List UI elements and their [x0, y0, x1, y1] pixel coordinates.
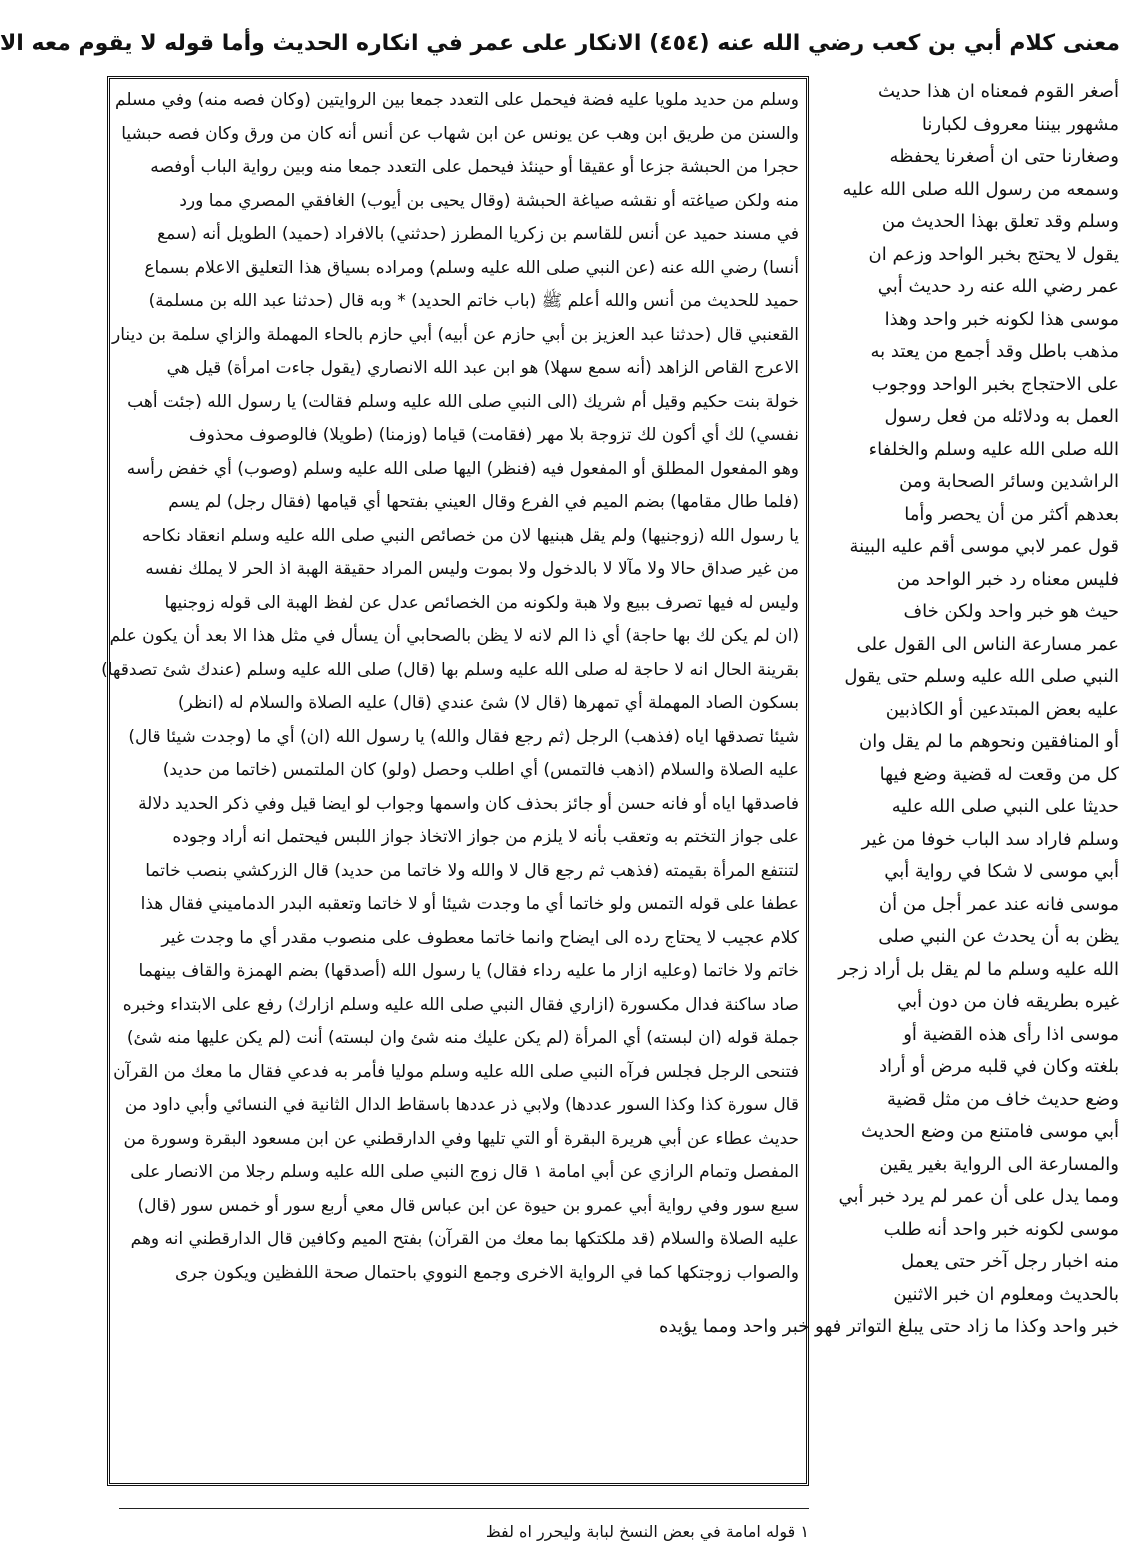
main-text-line: في مسند حميد عن أنس للقاسم بن زكريا المطرز (حدثني) بالافراد (حميد) الطويل أنه (سمع: [157, 224, 799, 244]
main-text-line: شيئا تصدقها اياه (فذهب) الرجل (ثم رجع فقال والله) يا رسول الله (ان) أي ما (وجدت شيئا قال): [128, 726, 799, 747]
margin-text-line: أبي موسى فامتنع من وضع الحديث: [861, 1121, 1119, 1142]
main-text-line: وليس له فيها تصرف ببيع ولا هبة ولكونه من الخصائص عدل عن لفظ الهبة الى قوله زوجنيها: [164, 592, 799, 613]
margin-text-line: وصغارنا حتى ان أصغرنا يحفظه: [889, 146, 1119, 167]
main-text-line: حميد للحديث من أنس والله أعلم ﷺ (باب خاتم الحديد) * وبه قال (حدثنا عبد الله بن مسلمة): [148, 291, 799, 311]
main-text-line: حجرا من الحبشة جزعا أو عقيقا أو حينئذ فيحمل على التعدد جمعا منه وبين رواية الباب أوفصه: [150, 157, 799, 177]
margin-text-line: بعدهم أكثر من أن يحصر وأما: [904, 503, 1119, 525]
main-text-line: والصواب زوجتكها كما في الرواية الاخرى وجمع النووي باحتمال صحة اللفظين ويكون جرى: [174, 1262, 799, 1283]
margin-text-line: بلغته وكان في قلبه مرض أو أراد: [878, 1056, 1119, 1077]
main-text-line: كلام عجيب لا يحتاج رده الى ايضاح وانما خاتما معطوف على منصوب مقدر أي ما وجدت غير: [161, 927, 799, 948]
main-text-line: أنسا) رضي الله عنه (عن النبي صلى الله عليه وسلم) ومراده بسياق هذا التعليق الاعلام بسماع: [144, 257, 799, 278]
margin-text-line: النبي صلى الله عليه وسلم حتى يقول: [844, 666, 1119, 687]
main-text-line: على جواز التختم به وتعقب بأنه لا يلزم من جواز الاتخاذ جواز اللبس فيحتمل انه أراد وجوده: [172, 827, 799, 847]
main-text-line: عليه الصلاة والسلام (اذهب فالتمس) أي اطلب وحصل (ولو) كان الملتمس (خاتما من حديد): [162, 760, 799, 780]
main-text-line: الاعرج القاص الزاهد (أنه سمع سهلا) هو ابن عبد الله الانصاري (يقول جاءت امرأة) قيل هي: [166, 358, 799, 378]
margin-text-line: أصغر القوم فمعناه ان هذا حديث: [877, 81, 1119, 102]
margin-text-line: موسى فانه عند عمر أجل من أن: [878, 893, 1119, 915]
main-text-line: المفصل وتمام الرازي عن أبي امامة ١ قال زوج النبي صلى الله عليه وسلم رجلا من الانصار على: [130, 1162, 799, 1182]
margin-text-line: موسى هذا لكونه خبر واحد وهذا: [884, 308, 1119, 330]
margin-text-line: بالحديث ومعلوم ان خبر الاثنين: [893, 1283, 1119, 1305]
main-text-line: القعنبي قال (حدثنا عبد العزيز بن أبي حازم عن أبيه) أبي حازم بالحاء المهملة والزاي سلمة بن دينار: [112, 324, 799, 345]
main-text-line: حديث عطاء عن أبي هريرة البقرة أو التي تليها وفي الدارقطني عن ابن مسعود البقرة وسورة من: [123, 1128, 799, 1149]
main-text-line: وسلم من حديد ملويا عليه فضة فيحمل على التعدد جمعا بين الروايتين (وكان فصه منه) وفي مسلم: [115, 90, 799, 110]
margin-text-line: أو المنافقين ونحوهم ما لم يقل وان: [858, 731, 1119, 752]
margin-text-line: أبي موسى لا شكا في رواية أبي: [884, 861, 1119, 882]
margin-text-line: وسمعه من رسول الله صلى الله عليه: [842, 178, 1119, 200]
main-text-line: سبع سور وفي رواية أبي عمرو بن حيوة عن ابن عباس قال معي أربع سور أو خمس سور (قال): [137, 1195, 799, 1216]
margin-text-line: والمسارعة الى الرواية بغير يقين: [879, 1153, 1119, 1175]
margin-text-line: عمر رضي الله عنه رد حديث أبي: [877, 276, 1119, 297]
margin-text-line: مشهور بيننا معروف لكبارنا: [921, 113, 1119, 135]
margin-text-line: مذهب باطل وقد أجمع من يعتد به: [870, 341, 1119, 362]
main-text-line: منه ولكن صياغته أو نقشه صياغة الحبشة (وقال يحيى بن أيوب) الغافقي المصري مما ورد: [179, 190, 799, 211]
main-text-line: عطفا على قوله التمس ولو خاتما أي ما وجدت شيئا أو لا خاتما وتعقبه البدر الدماميني فقال هذا: [140, 894, 799, 914]
main-text-line: فتنحى الرجل فجلس فرآه النبي صلى الله عليه وسلم موليا فأمر به فدعي فقال ما معك من القرآن: [113, 1061, 799, 1082]
main-text-line: صاد ساكنة فدال مكسورة (ازاري فقال النبي صلى الله عليه وسلم ازارك) رفع على الابتداء وخبره: [122, 994, 799, 1015]
margin-text-line: على الاحتجاج بخبر الواحد ووجوب: [871, 373, 1119, 395]
main-text-line: يا رسول الله (زوجنيها) ولم يقل هبنيها لان من خصائص النبي صلى الله عليه وسلم انعقاد نكاحه: [141, 525, 799, 546]
main-text-line: جملة قوله (ان لبسته) أي المرأة (لم يكن عليك منه شئ وان لبسته) أنت (لم يكن عليها منه شئ): [126, 1028, 799, 1048]
margin-text-line: الراشدين وسائر الصحابة ومن: [899, 471, 1119, 492]
main-text-line: بسكون الصاد المهملة أي تمهرها (قال لا) شئ عندي (قال) عليه الصلاة والسلام له (انظر): [177, 693, 799, 713]
margin-text-line: الله صلى الله عليه وسلم والخلفاء: [868, 438, 1119, 460]
main-text-line: وهو المفعول المطلق أو المفعول فيه (فنظر) اليها صلى الله عليه وسلم (وصوب) أي خفض رأسه: [126, 458, 799, 479]
margin-text-line: حديثا على النبي صلى الله عليه: [891, 796, 1119, 817]
margin-text-line: كل من وقعت له قضية وضع فيها: [879, 763, 1119, 785]
main-text-line: قال سورة كذا وكذا السور عددها) ولابي ذر عددها باسقاط الدال الثانية في النسائي وأبي داود من: [124, 1095, 799, 1115]
margin-text-line: وسلم وقد تعلق بهذا الحديث من: [881, 211, 1119, 232]
main-text-line: خولة بنت حكيم وقيل أم شريك (الى النبي صلى الله عليه وسلم فقالت) يا رسول الله (جئت أهب: [127, 391, 799, 412]
footnote-divider: [119, 1508, 809, 1509]
footnote: ١ قوله امامة في بعض النسخ لبابة وليحرر اه لفظ: [485, 1522, 809, 1541]
main-text-line: فاصدقها اياه أو فانه حسن أو جائز بحذف كان واسمها وجواب لو ايضا قيل وفي ذكر الحديد دلالة: [138, 793, 799, 814]
main-text-line: والسنن من طريق ابن وهب عن يونس عن ابن شهاب عن أنس أنه كان من ورق وكان فصه حبشيا: [121, 123, 799, 144]
margin-commentary-text: [658, 76, 1119, 1506]
margin-text-line: حيث هو خبر واحد ولكن خاف: [903, 601, 1119, 622]
margin-text-line: العمل به ودلائله من فعل رسول: [884, 406, 1119, 427]
main-text-line: نفسي) لك أي أكون لك تزوجة بلا مهر (فقامت) قياما (وزمنا) (طويلا) فالوصوف محذوف: [189, 425, 799, 445]
margin-text-line: ومما يدل على أن عمر لم يرد خبر أبي: [838, 1186, 1119, 1207]
margin-text-line: غيره بطريقه فان من دون أبي: [897, 991, 1119, 1012]
main-commentary-text: [101, 84, 799, 1479]
margin-text-line: موسى اذا رأى هذه القضية أو: [903, 1023, 1119, 1045]
margin-text-line: فليس معناه رد خبر الواحد من: [896, 568, 1119, 590]
main-text-line: من غير صداق حالا ولا مآلا لا بالدخول ولا بموت وليس المراد حقيقة الهبة اذ الحر لا يملك نفسه: [145, 559, 799, 579]
main-text-line: خاتم ولا خاتما (وعليه ازار ما عليه رداء فقال) يا رسول الله (أصدقها) بضم الهمزة والقاف بينهما: [138, 961, 799, 981]
main-text-line: (فلما طال مقامها) بضم الميم في الفرع وقال العيني بفتحها أي قيامها (فقال رجل) لم يسم: [168, 492, 799, 512]
main-text-line: (ان لم يكن لك بها حاجة) أي ذا الم لانه لا يظن بالصحابي أن يسأل في مثل هذا الا بعد أن يكون علم: [109, 626, 799, 646]
main-text-line: بقرينة الحال انه لا حاجة له صلى الله عليه وسلم بها (قال) صلى الله عليه وسلم (عندك شئ تصدقها): [101, 659, 799, 680]
margin-text-line: يظن به أن يحدث عن النبي صلى: [878, 926, 1119, 947]
main-text-line: عليه الصلاة والسلام (قد ملكتكها بما معك من القرآن) بفتح الميم وكافين قال الدارقطني انه وهم: [130, 1229, 799, 1249]
margin-text-line: موسى لكونه خبر واحد أنه طلب: [883, 1218, 1119, 1240]
margin-text-line: وضع حديث خاف من مثل قضية: [886, 1088, 1119, 1110]
margin-text-line: الله عليه وسلم ما لم يقل بل أراد زجر: [838, 958, 1119, 980]
margin-text-line: خبر واحد وكذا ما زاد حتى يبلغ التواتر فهو خبر واحد ومما يؤيده: [658, 1316, 1119, 1337]
running-header: معنى كلام أبي بن كعب رضي الله عنه (٤٥٤) الانكار على عمر في انكاره الحديث وأما قوله لا يقوم معه الا: [0, 31, 1120, 56]
margin-text-line: وسلم فاراد سد الباب خوفا من غير: [861, 828, 1119, 850]
main-text-line: لتنتفع المرأة بقيمته (فذهب ثم رجع قال لا والله ولا خاتما من حديد) قال الزركشي بنصب خاتما: [145, 860, 799, 881]
margin-text-line: منه اخبار رجل آخر حتى يعمل: [901, 1251, 1119, 1272]
margin-text-line: يقول لا يحتج بخبر الواحد وزعم ان: [868, 243, 1119, 265]
margin-text-line: عمر مسارعة الناس الى القول على: [856, 633, 1119, 655]
margin-text-line: قول عمر لابي موسى أقم عليه البينة: [849, 536, 1119, 557]
margin-text-line: عليه بعض المبتدعين أو الكاذبين: [885, 698, 1119, 720]
